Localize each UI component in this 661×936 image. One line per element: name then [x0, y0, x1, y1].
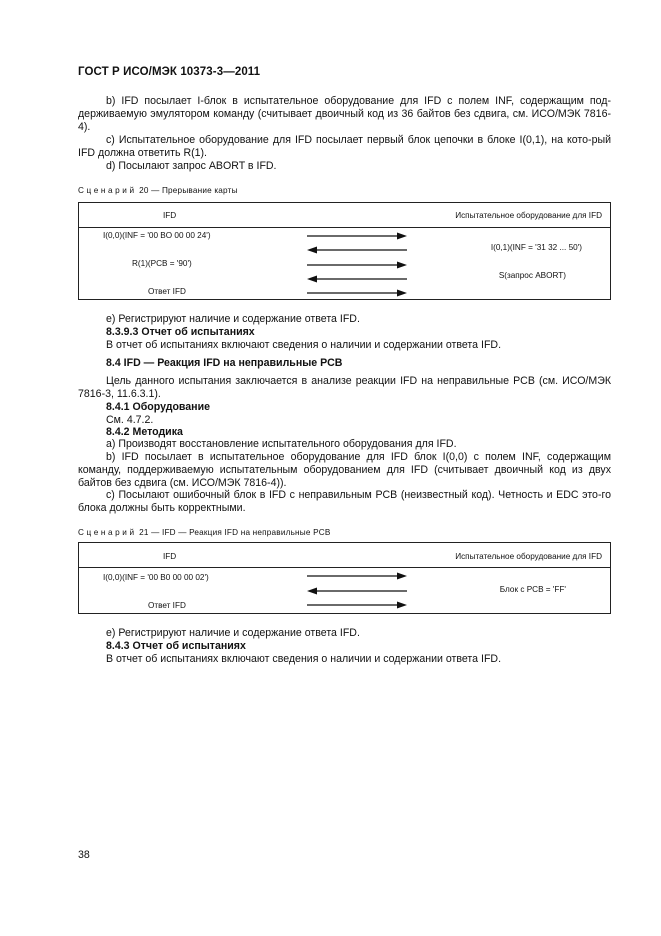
- heading-8-4-3: 8.4.3 Отчет об испытаниях: [106, 640, 246, 652]
- paragraph-8-4-1: См. 4.7.2.: [106, 414, 154, 426]
- paragraph-8-4-2-b: b) IFD посылает в испытательное оборудование для IFD блок I(0,0) с полем INF, содержащим команду, поддерживаемую испытательным оборудованием для IFD (считывает двоичный код из двух байтов без сдвига (см. ИСО/МЭК 7816-4)).: [78, 451, 611, 490]
- paragraph-8-4-2-a: а) Производят восстановление испытательного оборудования для IFD.: [106, 438, 457, 450]
- arrow-right-icon: [307, 287, 407, 299]
- scenario-21-caption-label: Сценарий: [78, 528, 137, 537]
- heading-8-4-1: 8.4.1 Оборудование: [106, 401, 210, 413]
- document-header: ГОСТ Р ИСО/МЭК 10373-3—2011: [78, 66, 261, 78]
- col-header-ifd: IFD: [163, 552, 177, 561]
- paragraph-8-4: Цель данного испытания заключается в анализе реакции IFD на неправильные PCB (см. ИСО/МЭК 7816-3, 11.6.3.1).: [78, 375, 611, 401]
- col-header-test-equipment: Испытательное оборудование для IFD: [455, 552, 602, 561]
- paragraph-e1: е) Регистрируют наличие и содержание ответа IFD.: [106, 313, 360, 325]
- col-header-ifd: IFD: [163, 211, 177, 220]
- equipment-message: I(0,1)(INF = '31 32 ... 50'): [490, 243, 582, 252]
- table-divider: [79, 567, 610, 568]
- scenario-20-caption-label: Сценарий: [78, 186, 137, 195]
- paragraph-d: d) Посылают запрос ABORT в IFD.: [106, 160, 277, 172]
- arrow-left-icon: [307, 273, 407, 285]
- ifd-message: R(1)(PCB = '90'): [132, 259, 192, 268]
- heading-8-3-9-3: 8.3.9.3 Отчет об испытаниях: [106, 326, 255, 338]
- paragraph-c: с) Испытательное оборудование для IFD посылает первый блок цепочки в блоке I(0,1), на кото-рый IFD должна ответить R(1).: [78, 134, 611, 160]
- scenario-21-caption-text: 21 — IFD — Реакция IFD на неправильные PCB: [139, 528, 331, 537]
- arrow-left-icon: [307, 244, 407, 256]
- table-divider: [79, 227, 610, 228]
- arrow-right-icon: [307, 599, 407, 611]
- scenario-20-caption-text: 20 — Прерывание карты: [139, 186, 238, 195]
- ifd-message: I(0,0)(INF = '00 B0 00 00 02'): [103, 573, 209, 582]
- heading-8-4-2: 8.4.2 Методика: [106, 426, 183, 438]
- heading-8-4: 8.4 IFD — Реакция IFD на неправильные PCB: [106, 357, 343, 369]
- arrow-right-icon: [307, 259, 407, 271]
- arrow-left-icon: [307, 585, 407, 597]
- scenario-20-table: [78, 202, 611, 300]
- paragraph-8-4-2-c: с) Посылают ошибочный блок в IFD с неправильным PCB (неизвестный код). Четность и EDC это-го блока должны быть корректными.: [78, 489, 611, 515]
- scenario-21-caption: [78, 528, 331, 537]
- paragraph-e2: е) Регистрируют наличие и содержание ответа IFD.: [106, 627, 360, 639]
- arrow-right-icon: [307, 570, 407, 582]
- paragraph-b: b) IFD посылает I-блок в испытательное оборудование для IFD с полем INF, содержащим под-держиваемую эмулятором команду (считывает двоичный код из 36 байтов без сдвига, см. ИСО/МЭК 7816-4).: [78, 95, 611, 134]
- page-number: 38: [78, 849, 90, 861]
- paragraph-8-3-9-3: В отчет об испытаниях включают сведения о наличии и содержании ответа IFD.: [106, 339, 502, 351]
- equipment-message: Блок с PCB = 'FF': [499, 585, 566, 594]
- paragraph-8-4-3: В отчет об испытаниях включают сведения о наличии и содержании ответа IFD.: [106, 653, 502, 665]
- scenario-20-caption: [78, 186, 238, 195]
- ifd-message: Ответ IFD: [148, 287, 186, 296]
- equipment-message: S(запрос ABORT): [498, 271, 566, 280]
- ifd-message: Ответ IFD: [148, 601, 186, 610]
- ifd-message: I(0,0)(INF = '00 BO 00 00 24'): [103, 231, 211, 240]
- col-header-test-equipment: Испытательное оборудование для IFD: [455, 211, 602, 220]
- arrow-right-icon: [307, 230, 407, 242]
- scenario-21-table: [78, 542, 611, 614]
